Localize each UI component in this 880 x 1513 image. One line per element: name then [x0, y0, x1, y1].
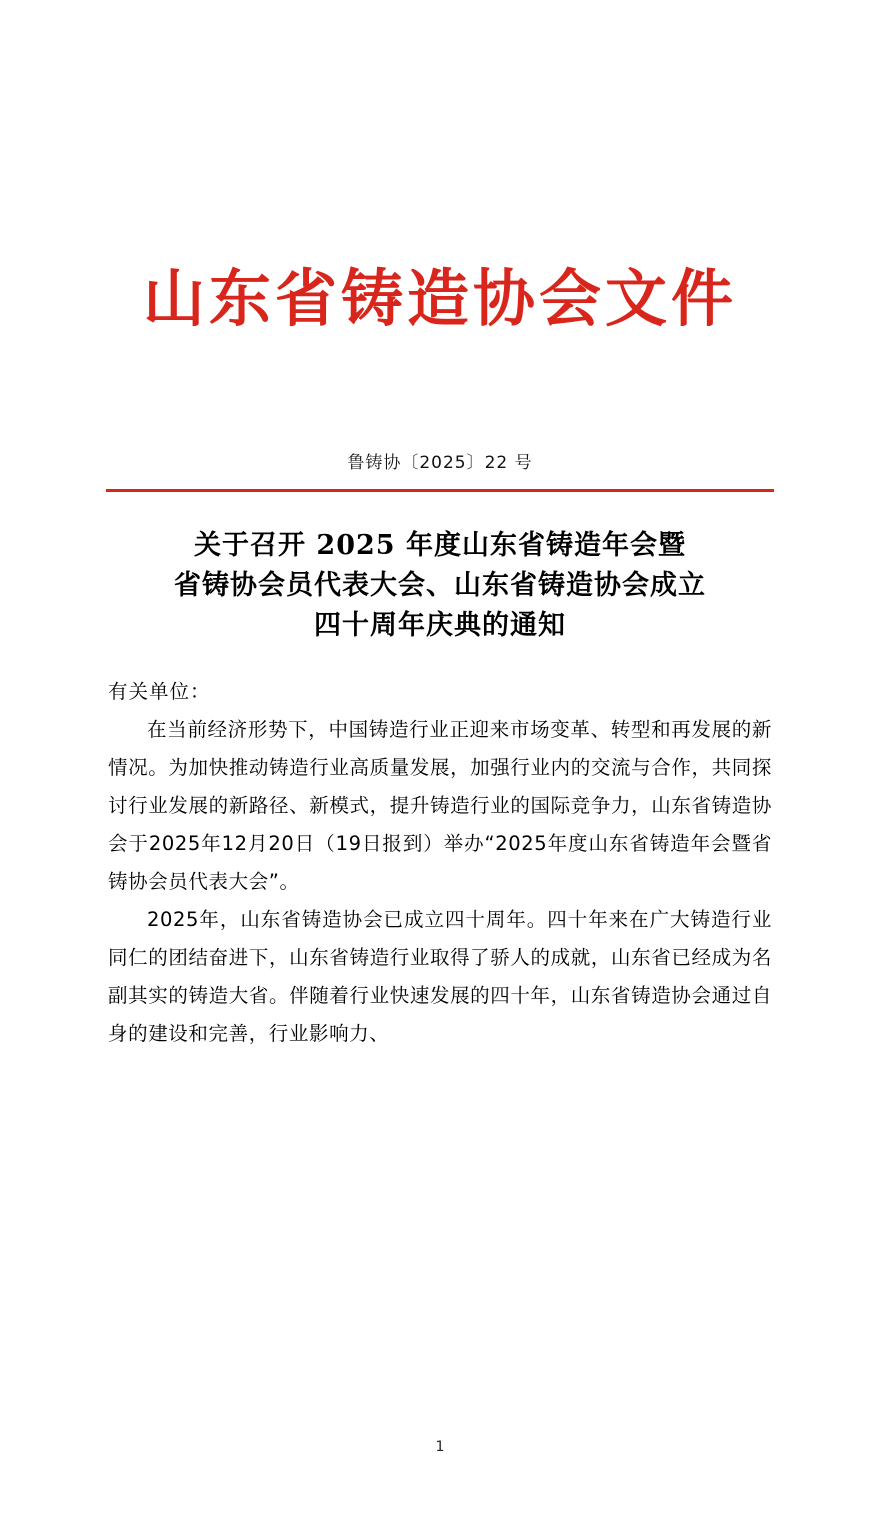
document-page: [0, 262, 880, 1513]
document-number: 鲁铸协〔2025〕22 号: [347, 453, 533, 473]
document-title: [108, 526, 772, 646]
document-masthead: 山东省铸造协会文件: [142, 262, 737, 335]
title-line-1: 关于召开 2025 年度山东省铸造年会暨: [194, 530, 686, 561]
title-line-3: 四十周年庆典的通知: [314, 609, 566, 641]
document-body: [108, 711, 772, 1053]
body-paragraph-2: 2025年，山东省铸造协会已成立四十周年。四十年来在广大铸造行业同仁的团结奋进下，山东省铸造行业取得了骄人的成就，山东省已经成为名副其实的铸造大省。伴随着行业快速发展的四十年，山东省铸造协会通过自身的建设和完善，行业影响力、: [108, 908, 772, 1046]
page-number: 1: [435, 1439, 445, 1455]
body-paragraph-1: 在当前经济形势下，中国铸造行业正迎来市场变革、转型和再发展的新情况。为加快推动铸造行业高质量发展，加强行业内的交流与合作，共同探讨行业发展的新路径、新模式，提升铸造行业的国际竞争力，山东省铸造协会于2025年12月20日（19日报到）举办“2025年度山东省铸造年会暨省铸协会员代表大会”。: [108, 718, 772, 894]
title-line-2: 省铸协会员代表大会、山东省铸造协会成立: [174, 569, 706, 601]
salutation: 有关单位：: [108, 679, 211, 703]
red-divider-rule: [106, 489, 774, 492]
